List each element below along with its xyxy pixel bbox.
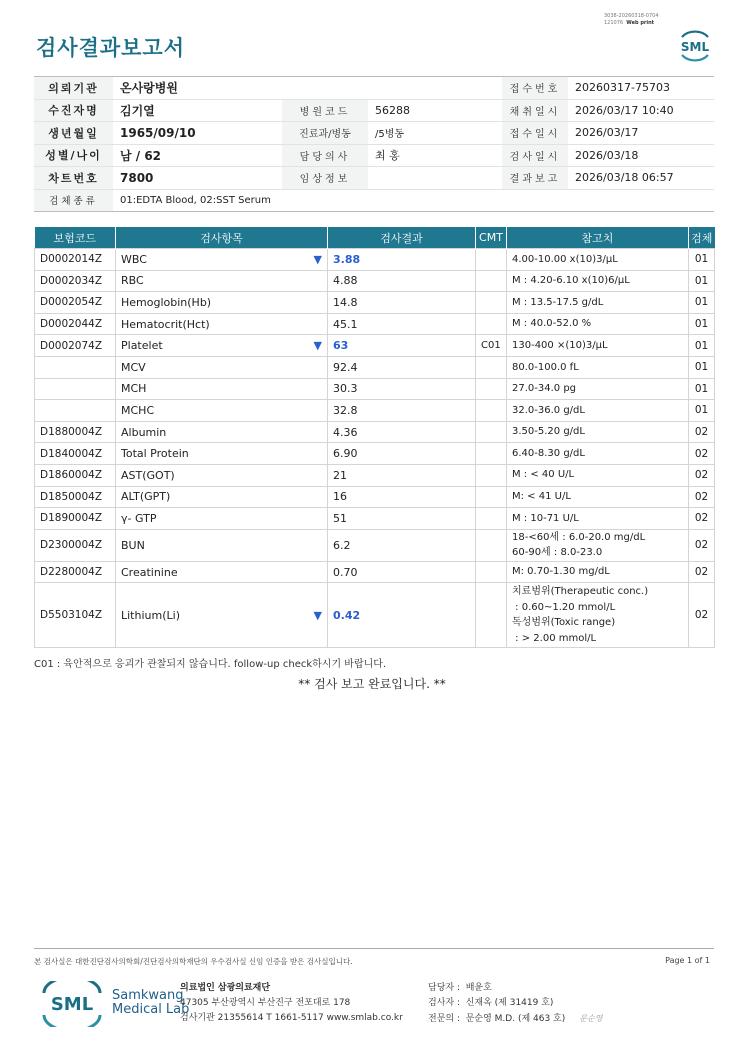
collect-time-label: 채취일시 <box>502 99 568 122</box>
ref-line: M: 0.70-1.30 mg/dL <box>512 566 610 578</box>
ref-line: M : 10-71 U/L <box>512 512 579 524</box>
cell-specimen: 02 <box>689 529 715 561</box>
cell-ref <box>507 292 689 314</box>
cell-specimen: 02 <box>689 583 715 648</box>
receipt-date-label: 접수일시 <box>502 122 568 145</box>
item-name: Platelet <box>121 339 163 353</box>
cell-cmt <box>476 508 507 530</box>
item-name: Total Protein <box>121 447 189 461</box>
logo-text: SML <box>680 40 710 54</box>
staff1-value: 배윤호 <box>465 983 492 993</box>
receipt-no-value: 20260317-75703 <box>568 77 714 100</box>
cell-cmt <box>476 313 507 335</box>
cell-cmt <box>476 356 507 378</box>
cell-code <box>35 400 116 422</box>
item-name: MCV <box>121 360 146 374</box>
ref-line: M : 13.5-17.5 g/dL <box>512 296 604 308</box>
org-info <box>180 981 403 1026</box>
report-complete: ** 검사 보고 완료입니다. ** <box>298 677 446 691</box>
result-row <box>35 313 715 335</box>
cell-item <box>116 400 328 422</box>
cell-specimen: 01 <box>689 249 715 271</box>
org-name: 의료법인 삼광의료재단 <box>180 983 271 993</box>
result-row <box>35 421 715 443</box>
info-row <box>34 122 714 145</box>
cell-result: 63 <box>328 335 476 357</box>
webprint-label: Web print <box>626 20 655 26</box>
name-value: 김기열 <box>113 99 282 122</box>
hospital-label: 의뢰기관 <box>34 77 113 100</box>
specimen-label: 검체종류 <box>34 189 113 212</box>
info-row <box>34 77 714 100</box>
item-name: BUN <box>121 538 145 552</box>
low-flag-icon: ▼ <box>313 339 322 353</box>
cell-item <box>116 421 328 443</box>
hospital-code-value: 56288 <box>368 99 494 122</box>
ref-line: M: < 41 U/L <box>512 491 571 503</box>
cell-ref <box>507 356 689 378</box>
staff2-value: 신재옥 (제 31419 호) <box>465 998 554 1008</box>
staff3-label: 전문의 : <box>428 1014 460 1024</box>
cell-ref <box>507 583 689 648</box>
birth-label: 생년월일 <box>34 122 113 145</box>
ref-line: 27.0-34.0 pg <box>512 383 577 395</box>
item-name: Hemoglobin(Hb) <box>121 295 212 309</box>
cell-item <box>116 529 328 561</box>
ref-line: 60-90세 : 8.0-23.0 <box>512 547 603 559</box>
cell-result: 21 <box>328 464 476 486</box>
cmt-note: C01 : 육안적으로 응괴가 관찰되지 않습니다. follow-up check하시기 바랍니다. <box>34 659 387 670</box>
info-row <box>34 99 714 122</box>
report-time-value: 2026/03/18 06:57 <box>568 167 714 190</box>
cell-specimen: 01 <box>689 378 715 400</box>
cell-item <box>116 508 328 530</box>
cell-cmt <box>476 400 507 422</box>
result-row <box>35 335 715 357</box>
cell-item <box>116 270 328 292</box>
ref-line: 80.0-100.0 fL <box>512 361 579 373</box>
results-header-row <box>35 227 715 249</box>
ref-line: 독성범위(Toxic range) <box>512 617 616 629</box>
item-name: RBC <box>121 274 144 288</box>
cell-code: D1840004Z <box>35 443 116 465</box>
item-name: MCHC <box>121 403 155 417</box>
result-row <box>35 249 715 271</box>
cell-result: 30.3 <box>328 378 476 400</box>
staff-info <box>428 981 602 1027</box>
cell-item <box>116 443 328 465</box>
ref-line: M : 4.20-6.10 x(10)6/µL <box>512 275 630 287</box>
cell-cmt <box>476 529 507 561</box>
cell-ref <box>507 508 689 530</box>
result-row <box>35 356 715 378</box>
cell-ref <box>507 529 689 561</box>
item-name: Lithium(Li) <box>121 608 180 622</box>
cell-specimen: 01 <box>689 400 715 422</box>
cell-specimen: 02 <box>689 508 715 530</box>
svg-text:SML: SML <box>50 994 94 1015</box>
clinical-label: 임상정보 <box>282 167 368 190</box>
cell-ref <box>507 464 689 486</box>
doctor-value: 최 홍 <box>368 144 494 167</box>
footer-divider <box>34 948 714 949</box>
test-date-label: 검사일시 <box>502 144 568 167</box>
hospital-value: 온사랑병원 <box>113 77 494 100</box>
cell-result: 0.70 <box>328 561 476 583</box>
cell-code: D0002044Z <box>35 313 116 335</box>
clinical-value <box>368 167 494 190</box>
chart-label: 차트번호 <box>34 167 113 190</box>
cell-specimen: 01 <box>689 356 715 378</box>
item-name: Albumin <box>121 425 167 439</box>
item-name: ALT(GPT) <box>121 490 171 504</box>
result-row <box>35 270 715 292</box>
cell-item <box>116 561 328 583</box>
result-row <box>35 443 715 465</box>
cell-cmt <box>476 583 507 648</box>
cell-ref <box>507 443 689 465</box>
cell-result: 92.4 <box>328 356 476 378</box>
cell-code: D1850004Z <box>35 486 116 508</box>
cell-result: 14.8 <box>328 292 476 314</box>
info-row <box>34 189 714 212</box>
cell-item <box>116 378 328 400</box>
item-name: WBC <box>121 252 147 266</box>
page-number: Page 1 of 1 <box>665 956 710 965</box>
result-row <box>35 486 715 508</box>
low-flag-icon: ▼ <box>313 252 322 266</box>
receipt-no-label: 접수번호 <box>502 77 568 100</box>
cell-cmt <box>476 292 507 314</box>
webprint-id: 3038-20260318-0704 <box>604 13 659 19</box>
cell-ref <box>507 400 689 422</box>
result-row <box>35 583 715 648</box>
cell-result: 16 <box>328 486 476 508</box>
cell-ref <box>507 335 689 357</box>
item-name: AST(GOT) <box>121 468 175 482</box>
brand-name <box>112 989 189 1017</box>
info-row <box>34 144 714 167</box>
ref-line: : 0.60~1.20 mmol/L <box>512 601 616 613</box>
test-date-value: 2026/03/18 <box>568 144 714 167</box>
sexage-value: 남 / 62 <box>113 144 282 167</box>
cell-item <box>116 356 328 378</box>
cell-result: 4.88 <box>328 270 476 292</box>
col-header-ref: 참고치 <box>507 227 689 249</box>
low-flag-icon: ▼ <box>313 608 322 622</box>
result-row <box>35 508 715 530</box>
result-row <box>35 529 715 561</box>
col-header-code: 보험코드 <box>35 227 116 249</box>
cell-specimen: 02 <box>689 421 715 443</box>
report-title: 검사결과보고서 <box>36 36 186 60</box>
col-header-item: 검사항목 <box>116 227 328 249</box>
ref-line: 3.50-5.20 g/dL <box>512 426 585 438</box>
cell-ref <box>507 378 689 400</box>
cell-specimen: 02 <box>689 486 715 508</box>
cell-ref <box>507 421 689 443</box>
signature: 문순영 <box>579 1014 603 1023</box>
patient-info-table <box>34 76 714 212</box>
ref-line: 치료범위(Therapeutic conc.) <box>512 586 649 598</box>
cell-cmt <box>476 421 507 443</box>
cell-specimen: 02 <box>689 464 715 486</box>
cell-result: 6.90 <box>328 443 476 465</box>
cell-ref <box>507 270 689 292</box>
ref-line: 6.40-8.30 g/dL <box>512 447 585 459</box>
staff3-value: 문순영 M.D. (제 463 호) <box>465 1014 566 1024</box>
cell-cmt <box>476 270 507 292</box>
item-name: Creatinine <box>121 565 178 579</box>
results-table <box>34 227 715 648</box>
cell-specimen: 01 <box>689 270 715 292</box>
item-name: Hematocrit(Hct) <box>121 317 210 331</box>
staff2-label: 검사자 : <box>428 998 460 1008</box>
cell-code <box>35 356 116 378</box>
cell-code: D0002034Z <box>35 270 116 292</box>
result-row <box>35 292 715 314</box>
cell-result: 51 <box>328 508 476 530</box>
brand-line2: Medical Lab <box>112 1002 190 1017</box>
cell-result: 0.42 <box>328 583 476 648</box>
cell-result: 4.36 <box>328 421 476 443</box>
ref-line: 130-400 ×(10)3/µL <box>512 339 608 351</box>
dept-value: /5병동 <box>368 122 494 145</box>
ref-line: 4.00-10.00 x(10)3/µL <box>512 253 618 265</box>
cell-cmt <box>476 443 507 465</box>
info-row <box>34 167 714 190</box>
ref-line: : > 2.00 mmol/L <box>512 632 597 644</box>
doctor-label: 담당의사 <box>282 144 368 167</box>
cell-code: D0002014Z <box>35 249 116 271</box>
cell-ref <box>507 486 689 508</box>
cell-cmt <box>476 249 507 271</box>
cell-specimen: 01 <box>689 313 715 335</box>
collect-time-value: 2026/03/17 10:40 <box>568 99 714 122</box>
cell-code: D0002054Z <box>35 292 116 314</box>
cell-specimen: 01 <box>689 292 715 314</box>
sml-logo-icon <box>676 28 714 68</box>
birth-value: 1965/09/10 <box>113 122 282 145</box>
item-name: γ- GTP <box>121 511 157 525</box>
cell-item <box>116 335 328 357</box>
chart-value: 7800 <box>113 167 282 190</box>
result-row <box>35 561 715 583</box>
org-contact: 검사기관 21355614 T 1661-5117 www.smlab.co.kr <box>180 1013 403 1023</box>
col-header-cmt: CMT <box>476 227 507 249</box>
col-header-result: 검사결과 <box>328 227 476 249</box>
cell-code: D1890004Z <box>35 508 116 530</box>
name-label: 수진자명 <box>34 99 113 122</box>
cell-item <box>116 313 328 335</box>
cell-cmt <box>476 378 507 400</box>
cell-item <box>116 292 328 314</box>
cell-ref <box>507 249 689 271</box>
report-time-label: 결과보고 <box>502 167 568 190</box>
cell-result: 6.2 <box>328 529 476 561</box>
specimen-value: 01:EDTA Blood, 02:SST Serum <box>113 189 714 212</box>
cell-code: D1860004Z <box>35 464 116 486</box>
result-row <box>35 464 715 486</box>
certification-note: 본 검사실은 대한진단검사의학회/진단검사의학재단의 우수검사실 신임 인증을 받은 검사실입니다. <box>34 957 353 966</box>
cell-code: D2300004Z <box>35 529 116 561</box>
cell-specimen: 02 <box>689 443 715 465</box>
cell-item <box>116 249 328 271</box>
cell-item <box>116 464 328 486</box>
ref-line: 32.0-36.0 g/dL <box>512 404 585 416</box>
result-row <box>35 400 715 422</box>
dept-label: 진료과/병동 <box>282 122 368 145</box>
cell-cmt <box>476 464 507 486</box>
cell-code: D0002074Z <box>35 335 116 357</box>
cell-result: 32.8 <box>328 400 476 422</box>
cell-cmt: C01 <box>476 335 507 357</box>
webprint-code: 121076 <box>604 20 624 26</box>
brand-line1: Samkwang <box>112 988 184 1003</box>
org-address: 47305 부산광역시 부산진구 전포대로 178 <box>180 998 351 1008</box>
cell-cmt <box>476 561 507 583</box>
cell-specimen: 02 <box>689 561 715 583</box>
cell-result: 3.88 <box>328 249 476 271</box>
ref-line: M : < 40 U/L <box>512 469 575 481</box>
col-header-specimen: 검체 <box>689 227 715 249</box>
cell-code: D2280004Z <box>35 561 116 583</box>
hospital-code-label: 병원코드 <box>282 99 368 122</box>
cell-code: D5503104Z <box>35 583 116 648</box>
result-row <box>35 378 715 400</box>
sexage-label: 성별/나이 <box>34 144 113 167</box>
cell-item <box>116 486 328 508</box>
cell-cmt <box>476 486 507 508</box>
cell-ref <box>507 561 689 583</box>
cell-specimen: 01 <box>689 335 715 357</box>
cell-code: D1880004Z <box>35 421 116 443</box>
webprint-stamp <box>604 13 659 27</box>
cell-item <box>116 583 328 648</box>
receipt-date-value: 2026/03/17 <box>568 122 714 145</box>
item-name: MCH <box>121 382 147 396</box>
cell-ref <box>507 313 689 335</box>
staff1-label: 담당자 : <box>428 983 460 993</box>
samkwang-logo-icon <box>36 981 108 1031</box>
ref-line: 18-<60세 : 6.0-20.0 mg/dL <box>512 531 646 543</box>
cell-result: 45.1 <box>328 313 476 335</box>
cell-code <box>35 378 116 400</box>
ref-line: M : 40.0-52.0 % <box>512 318 592 330</box>
